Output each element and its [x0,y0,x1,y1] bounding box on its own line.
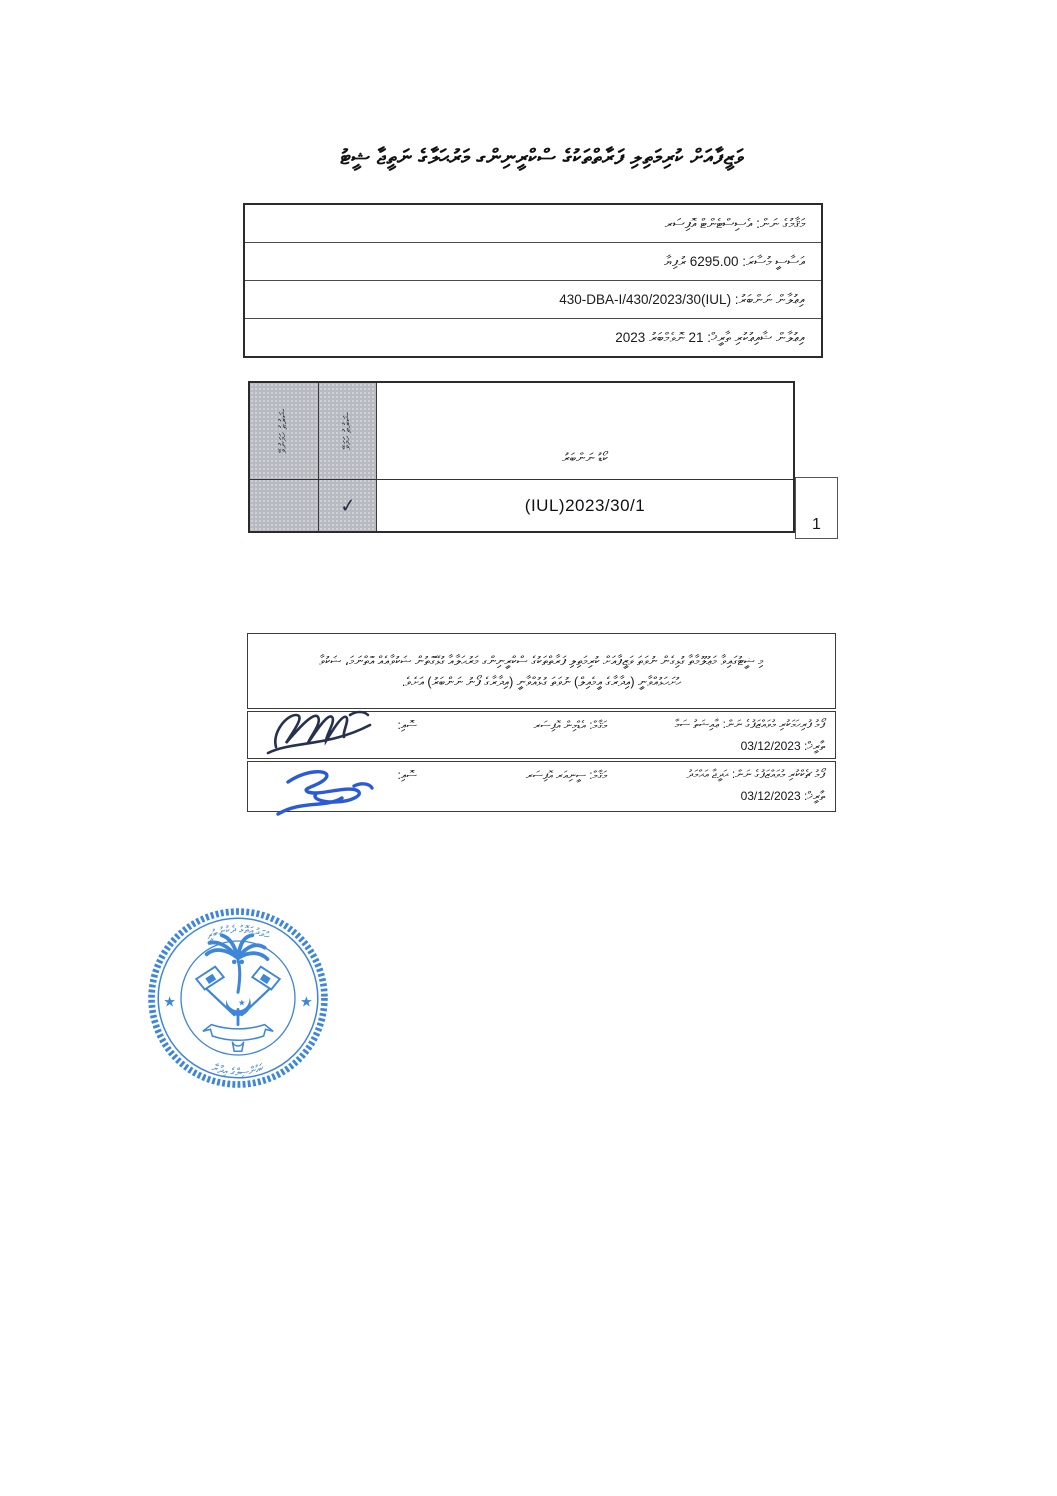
stamp-emblem-icon [196,935,280,1051]
complaint-note [247,633,836,709]
stamp-top-text: ހުވަދުއަތޮޅު ދެކުނުބުރީ [205,924,272,943]
table-row [245,318,821,356]
stamp-bottom-text: ކައުންސިލްގެ އިދާރާ [210,1062,266,1079]
info-position: މަޤާމުގެ ނަން: އެސިސްޓެންޓް އޮފިސަރ [664,215,805,231]
column-header-eligible: ޝަރުޠު ހަމަވޭ [341,412,353,450]
table-row [245,280,821,318]
signature-label: ސޮއި: [397,718,417,732]
row-index: 1 [812,516,821,533]
info-salary: އަސާސީ މުސާރަ: 6295.00 ރުފިޔާ [664,253,805,269]
row-index-cell [795,477,838,539]
table-row [245,242,821,280]
staff-name: ފޯމު ޗެކްކުރި މުވައްޒަފުގެ ނަން: ޙަދީޖާ އަޙްމަދު [686,769,825,781]
staff-position: މަޤާމް: އެޑްމިން އޮފިސަރ [533,720,607,732]
column-header-code-number: ކޯޑު ނަންބަރު [562,450,608,465]
page-title: ވަޒީފާއަށް ކުރިމަތިލި ފަރާތްތަކުގެ ސްކްރީނިންގ މަރުޙަލާގެ ނަތީޖާ ޝީޓު [340,146,744,169]
candidate-code-number: (IUL)2023/30/1 [524,496,646,515]
column-header-not-eligible: ޝަރުޠު ހަމަނުވޭ [277,408,290,454]
screening-table [248,381,795,533]
info-table [243,203,823,358]
signature-date: ތާރީޚް: 03/12/2023 [740,789,825,803]
note-line-1: މި ޝީޓުގައިވާ މަޢުލޫމާތާ ގުޅިގެން ނުވަތަ ވަޒީފާއަށް ކުރިމަތިލި ފަރާތްތަކުގެ ސްކްރީނިންގ މަރުޙަލާއާ ގުޅޭގޮތުން ޝަކުވާއެއް އޮތްނަމަ، ޝަކުވާ [319,653,764,668]
svg-text:★: ★ [237,997,246,1008]
official-stamp [140,903,336,1093]
svg-text:ކައުންސިލްގެ އިދާރާ [210,1063,266,1079]
signature-row-checked-by [247,761,836,812]
signature-date: ތާރީޚް: 03/12/2023 [740,739,825,753]
table-row [245,205,821,242]
stamp-right-star-icon: ★ [300,994,313,1011]
eligible-checkmark-icon: ✓ [338,494,358,518]
stamp-left-star-icon: ★ [163,994,176,1011]
column-not-eligible [250,383,319,531]
signature-label: ސޮއި: [397,768,417,782]
info-announcement-date: އިޢުލާން ޝާއިޢުކުރި ތާރީޚް: 21 ނޮވެމްބަރު 2023 [615,329,805,345]
info-announcement-number: އިޢުލާން ނަންބަރު: (IUL)430-DBA-I/430/2023/30 [559,291,805,307]
note-line-2: ހުށަހަޅުއްވާނީ (އިދާރާގެ އީމެއިލް) ނުވަތަ ގުޅުއްވާނީ (އިދާރާގެ ފޯނު ނަންބަރު) އަށެވެ. [401,674,682,689]
svg-text:ހުވަދުއަތޮޅު ދެކުނުބުރީ [205,925,272,943]
staff-name: ފޯމު ފުރިހަމަކުރި މުވައްޒަފުގެ ނަން: ޢާއިޝަތު ސަމާ [674,719,825,731]
staff-position: މަޤާމް: ސީނިއަރ އޮފިސަރ [525,770,607,782]
signature-row-completed-by [247,711,836,759]
